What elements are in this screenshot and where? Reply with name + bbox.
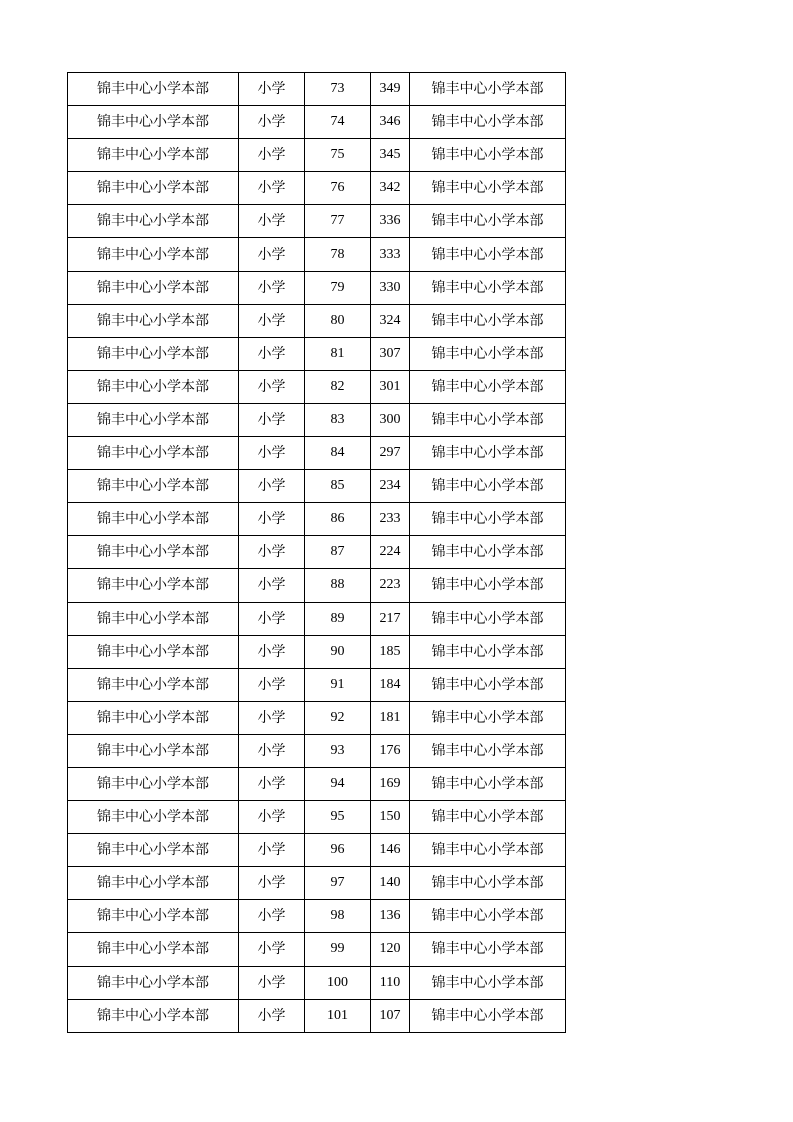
score-cell: 184 bbox=[371, 668, 410, 701]
school-cell: 锦丰中心小学本部 bbox=[68, 73, 239, 106]
score-cell: 185 bbox=[371, 635, 410, 668]
level-cell: 小学 bbox=[239, 503, 305, 536]
table-row bbox=[68, 734, 566, 767]
score-cell: 336 bbox=[371, 205, 410, 238]
score-cell: 349 bbox=[371, 73, 410, 106]
school-cell: 锦丰中心小学本部 bbox=[68, 635, 239, 668]
table-row bbox=[68, 106, 566, 139]
school-cell-2: 锦丰中心小学本部 bbox=[410, 834, 566, 867]
school-cell: 锦丰中心小学本部 bbox=[68, 900, 239, 933]
table-row bbox=[68, 569, 566, 602]
rank-cell: 81 bbox=[305, 337, 371, 370]
level-cell: 小学 bbox=[239, 834, 305, 867]
rank-cell: 100 bbox=[305, 966, 371, 999]
score-cell: 345 bbox=[371, 139, 410, 172]
school-cell-2: 锦丰中心小学本部 bbox=[410, 701, 566, 734]
table-row bbox=[68, 668, 566, 701]
table-row bbox=[68, 801, 566, 834]
score-cell: 301 bbox=[371, 370, 410, 403]
school-cell: 锦丰中心小学本部 bbox=[68, 801, 239, 834]
table-row bbox=[68, 900, 566, 933]
rank-cell: 93 bbox=[305, 734, 371, 767]
score-cell: 333 bbox=[371, 238, 410, 271]
level-cell: 小学 bbox=[239, 734, 305, 767]
school-cell: 锦丰中心小学本部 bbox=[68, 536, 239, 569]
score-cell: 176 bbox=[371, 734, 410, 767]
school-cell: 锦丰中心小学本部 bbox=[68, 437, 239, 470]
school-cell-2: 锦丰中心小学本部 bbox=[410, 536, 566, 569]
score-cell: 110 bbox=[371, 966, 410, 999]
score-cell: 342 bbox=[371, 172, 410, 205]
score-cell: 107 bbox=[371, 999, 410, 1032]
table-row bbox=[68, 999, 566, 1032]
rank-cell: 87 bbox=[305, 536, 371, 569]
score-cell: 136 bbox=[371, 900, 410, 933]
school-cell: 锦丰中心小学本部 bbox=[68, 701, 239, 734]
score-cell: 140 bbox=[371, 867, 410, 900]
level-cell: 小学 bbox=[239, 933, 305, 966]
school-cell-2: 锦丰中心小学本部 bbox=[410, 999, 566, 1032]
level-cell: 小学 bbox=[239, 271, 305, 304]
score-cell: 146 bbox=[371, 834, 410, 867]
school-cell-2: 锦丰中心小学本部 bbox=[410, 337, 566, 370]
level-cell: 小学 bbox=[239, 900, 305, 933]
table-row bbox=[68, 139, 566, 172]
score-cell: 297 bbox=[371, 437, 410, 470]
school-cell-2: 锦丰中心小学本部 bbox=[410, 668, 566, 701]
school-cell-2: 锦丰中心小学本部 bbox=[410, 403, 566, 436]
score-cell: 181 bbox=[371, 701, 410, 734]
school-cell: 锦丰中心小学本部 bbox=[68, 370, 239, 403]
level-cell: 小学 bbox=[239, 767, 305, 800]
school-cell-2: 锦丰中心小学本部 bbox=[410, 900, 566, 933]
school-cell: 锦丰中心小学本部 bbox=[68, 139, 239, 172]
score-cell: 234 bbox=[371, 470, 410, 503]
table-row bbox=[68, 701, 566, 734]
school-cell-2: 锦丰中心小学本部 bbox=[410, 635, 566, 668]
school-cell-2: 锦丰中心小学本部 bbox=[410, 801, 566, 834]
level-cell: 小学 bbox=[239, 437, 305, 470]
rank-cell: 97 bbox=[305, 867, 371, 900]
level-cell: 小学 bbox=[239, 106, 305, 139]
rank-cell: 96 bbox=[305, 834, 371, 867]
level-cell: 小学 bbox=[239, 602, 305, 635]
table-row bbox=[68, 635, 566, 668]
level-cell: 小学 bbox=[239, 403, 305, 436]
level-cell: 小学 bbox=[239, 701, 305, 734]
school-cell-2: 锦丰中心小学本部 bbox=[410, 304, 566, 337]
school-cell-2: 锦丰中心小学本部 bbox=[410, 602, 566, 635]
school-cell-2: 锦丰中心小学本部 bbox=[410, 238, 566, 271]
rank-cell: 73 bbox=[305, 73, 371, 106]
score-cell: 346 bbox=[371, 106, 410, 139]
level-cell: 小学 bbox=[239, 801, 305, 834]
school-cell: 锦丰中心小学本部 bbox=[68, 668, 239, 701]
table-row bbox=[68, 73, 566, 106]
school-cell-2: 锦丰中心小学本部 bbox=[410, 933, 566, 966]
level-cell: 小学 bbox=[239, 370, 305, 403]
table-body bbox=[68, 73, 566, 1033]
school-cell-2: 锦丰中心小学本部 bbox=[410, 172, 566, 205]
rank-cell: 99 bbox=[305, 933, 371, 966]
rank-cell: 95 bbox=[305, 801, 371, 834]
table-row bbox=[68, 966, 566, 999]
table-row bbox=[68, 867, 566, 900]
rank-cell: 79 bbox=[305, 271, 371, 304]
school-cell-2: 锦丰中心小学本部 bbox=[410, 271, 566, 304]
rank-cell: 86 bbox=[305, 503, 371, 536]
rank-cell: 82 bbox=[305, 370, 371, 403]
school-cell-2: 锦丰中心小学本部 bbox=[410, 767, 566, 800]
score-cell: 224 bbox=[371, 536, 410, 569]
school-cell: 锦丰中心小学本部 bbox=[68, 734, 239, 767]
school-cell: 锦丰中心小学本部 bbox=[68, 238, 239, 271]
school-cell-2: 锦丰中心小学本部 bbox=[410, 437, 566, 470]
school-cell: 锦丰中心小学本部 bbox=[68, 834, 239, 867]
level-cell: 小学 bbox=[239, 470, 305, 503]
school-cell-2: 锦丰中心小学本部 bbox=[410, 139, 566, 172]
table-row bbox=[68, 304, 566, 337]
school-cell: 锦丰中心小学本部 bbox=[68, 966, 239, 999]
table-row bbox=[68, 503, 566, 536]
table-row bbox=[68, 536, 566, 569]
table-row bbox=[68, 403, 566, 436]
score-cell: 330 bbox=[371, 271, 410, 304]
school-cell: 锦丰中心小学本部 bbox=[68, 106, 239, 139]
score-cell: 233 bbox=[371, 503, 410, 536]
school-cell-2: 锦丰中心小学本部 bbox=[410, 73, 566, 106]
level-cell: 小学 bbox=[239, 999, 305, 1032]
table-row bbox=[68, 933, 566, 966]
rank-cell: 83 bbox=[305, 403, 371, 436]
rank-cell: 80 bbox=[305, 304, 371, 337]
table-row bbox=[68, 834, 566, 867]
level-cell: 小学 bbox=[239, 668, 305, 701]
score-cell: 324 bbox=[371, 304, 410, 337]
level-cell: 小学 bbox=[239, 304, 305, 337]
score-cell: 120 bbox=[371, 933, 410, 966]
level-cell: 小学 bbox=[239, 205, 305, 238]
rank-cell: 88 bbox=[305, 569, 371, 602]
school-cell: 锦丰中心小学本部 bbox=[68, 569, 239, 602]
table-row bbox=[68, 271, 566, 304]
school-cell-2: 锦丰中心小学本部 bbox=[410, 966, 566, 999]
school-cell-2: 锦丰中心小学本部 bbox=[410, 470, 566, 503]
school-cell: 锦丰中心小学本部 bbox=[68, 933, 239, 966]
school-cell-2: 锦丰中心小学本部 bbox=[410, 106, 566, 139]
school-cell-2: 锦丰中心小学本部 bbox=[410, 503, 566, 536]
level-cell: 小学 bbox=[239, 172, 305, 205]
rank-cell: 76 bbox=[305, 172, 371, 205]
school-cell-2: 锦丰中心小学本部 bbox=[410, 370, 566, 403]
rank-cell: 92 bbox=[305, 701, 371, 734]
school-cell: 锦丰中心小学本部 bbox=[68, 470, 239, 503]
table-row bbox=[68, 767, 566, 800]
level-cell: 小学 bbox=[239, 337, 305, 370]
level-cell: 小学 bbox=[239, 73, 305, 106]
school-cell: 锦丰中心小学本部 bbox=[68, 172, 239, 205]
level-cell: 小学 bbox=[239, 569, 305, 602]
rank-cell: 77 bbox=[305, 205, 371, 238]
rank-cell: 89 bbox=[305, 602, 371, 635]
school-cell: 锦丰中心小学本部 bbox=[68, 205, 239, 238]
table-row bbox=[68, 238, 566, 271]
rank-cell: 94 bbox=[305, 767, 371, 800]
rank-cell: 98 bbox=[305, 900, 371, 933]
score-cell: 150 bbox=[371, 801, 410, 834]
school-cell: 锦丰中心小学本部 bbox=[68, 304, 239, 337]
rank-cell: 91 bbox=[305, 668, 371, 701]
level-cell: 小学 bbox=[239, 966, 305, 999]
level-cell: 小学 bbox=[239, 238, 305, 271]
rank-cell: 75 bbox=[305, 139, 371, 172]
score-cell: 307 bbox=[371, 337, 410, 370]
score-cell: 217 bbox=[371, 602, 410, 635]
rank-cell: 101 bbox=[305, 999, 371, 1032]
school-cell: 锦丰中心小学本部 bbox=[68, 999, 239, 1032]
table-row bbox=[68, 205, 566, 238]
school-cell-2: 锦丰中心小学本部 bbox=[410, 569, 566, 602]
score-cell: 300 bbox=[371, 403, 410, 436]
school-cell-2: 锦丰中心小学本部 bbox=[410, 867, 566, 900]
school-cell: 锦丰中心小学本部 bbox=[68, 602, 239, 635]
school-cell: 锦丰中心小学本部 bbox=[68, 767, 239, 800]
school-cell: 锦丰中心小学本部 bbox=[68, 337, 239, 370]
table-row bbox=[68, 172, 566, 205]
table-row bbox=[68, 470, 566, 503]
table-row bbox=[68, 370, 566, 403]
school-cell-2: 锦丰中心小学本部 bbox=[410, 205, 566, 238]
table-row bbox=[68, 602, 566, 635]
school-cell-2: 锦丰中心小学本部 bbox=[410, 734, 566, 767]
rank-cell: 78 bbox=[305, 238, 371, 271]
school-cell: 锦丰中心小学本部 bbox=[68, 867, 239, 900]
table-row bbox=[68, 437, 566, 470]
score-cell: 169 bbox=[371, 767, 410, 800]
rank-cell: 84 bbox=[305, 437, 371, 470]
school-cell: 锦丰中心小学本部 bbox=[68, 403, 239, 436]
level-cell: 小学 bbox=[239, 139, 305, 172]
rank-cell: 90 bbox=[305, 635, 371, 668]
level-cell: 小学 bbox=[239, 867, 305, 900]
level-cell: 小学 bbox=[239, 536, 305, 569]
rank-cell: 85 bbox=[305, 470, 371, 503]
school-cell: 锦丰中心小学本部 bbox=[68, 271, 239, 304]
rank-cell: 74 bbox=[305, 106, 371, 139]
score-cell: 223 bbox=[371, 569, 410, 602]
school-cell: 锦丰中心小学本部 bbox=[68, 503, 239, 536]
table-row bbox=[68, 337, 566, 370]
level-cell: 小学 bbox=[239, 635, 305, 668]
data-table bbox=[67, 72, 566, 1033]
